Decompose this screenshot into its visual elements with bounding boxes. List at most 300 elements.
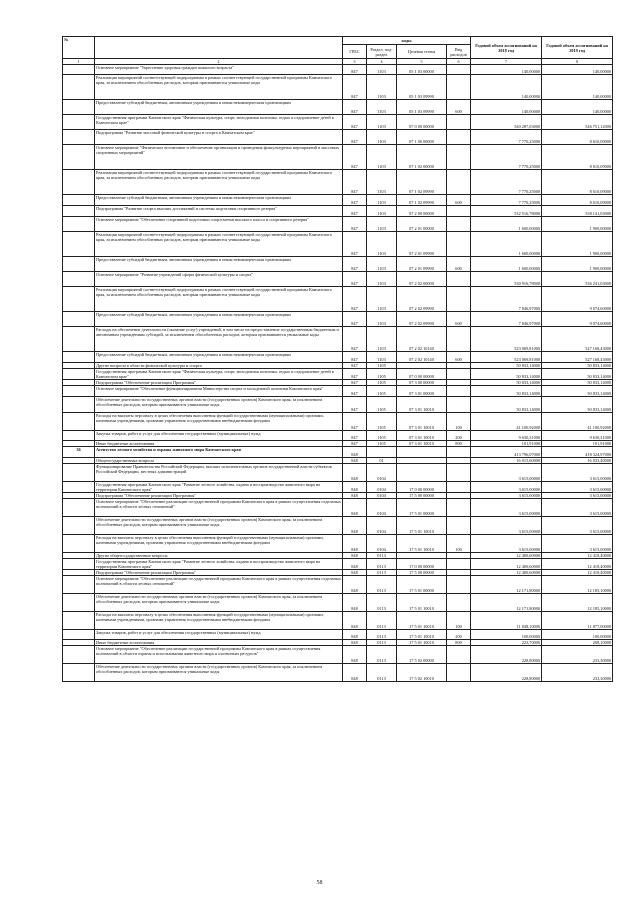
row-vid bbox=[447, 464, 471, 482]
row-razdel: 1103 bbox=[367, 217, 397, 232]
header-razdel: Раздел, под-раздел bbox=[367, 45, 397, 59]
row-sum-2019: 12 418,40000 bbox=[542, 570, 613, 576]
row-number bbox=[63, 499, 95, 517]
table-row bbox=[63, 369, 613, 380]
row-name: Предоставление субсидий бюджетным, автономным учреждениям и иным некоммерческим организациям bbox=[95, 100, 343, 115]
row-razdel: 1105 bbox=[367, 413, 397, 431]
row-grbs: 847 bbox=[343, 115, 367, 130]
row-sum-2018: 100,00000 bbox=[471, 630, 542, 640]
table-row bbox=[63, 100, 613, 115]
table-row bbox=[63, 431, 613, 441]
row-grbs: 847 bbox=[343, 431, 367, 441]
row-sum-2019: 233,30000 bbox=[542, 646, 613, 664]
row-sum-2018: 9 630,31000 bbox=[471, 431, 542, 441]
row-vid bbox=[447, 664, 471, 682]
row-target: 07 2 02 00000 bbox=[397, 272, 447, 287]
row-grbs: 847 bbox=[343, 380, 367, 386]
row-name: Основное мероприятие "Обеспечение реализации государственной программы Камчатского края в рамках осуществления полномочий в области охраны и использования животного мира и охотничьих ресурсов" bbox=[95, 646, 343, 664]
table-row bbox=[63, 594, 613, 612]
row-name: Предоставление субсидий бюджетным, автономным учреждениям и иным некоммерческим организациям bbox=[95, 195, 343, 206]
row-grbs: 847 bbox=[343, 217, 367, 232]
colnum-7: 7 bbox=[471, 59, 542, 65]
colnum-4: 4 bbox=[367, 59, 397, 65]
row-grbs: 847 bbox=[343, 369, 367, 380]
row-sum-2018: 7 770,25000 bbox=[471, 195, 542, 206]
row-sum-2018: 540 287,03000 bbox=[471, 115, 542, 130]
table-row bbox=[63, 517, 613, 535]
row-razdel: 0104 bbox=[367, 499, 397, 517]
row-vid bbox=[447, 115, 471, 130]
table-row bbox=[63, 257, 613, 272]
row-razdel: 0113 bbox=[367, 630, 397, 640]
row-grbs: 848 bbox=[343, 553, 367, 559]
row-sum-2019: 140,00000 bbox=[542, 75, 613, 100]
row-grbs: 847 bbox=[343, 363, 367, 369]
row-grbs: 847 bbox=[343, 195, 367, 206]
row-sum-2019: 41 100,92000 bbox=[542, 413, 613, 431]
row-number bbox=[63, 517, 95, 535]
row-target: 07 3 01 10010 bbox=[397, 431, 447, 441]
row-razdel: 1103 bbox=[367, 232, 397, 257]
row-sum-2019: 9 074,60000 bbox=[542, 312, 613, 327]
row-sum-2018: 3 615,00000 bbox=[471, 493, 542, 499]
row-sum-2019: 3 615,00000 bbox=[542, 464, 613, 482]
row-razdel: 0113 bbox=[367, 576, 397, 594]
table-row bbox=[63, 352, 613, 363]
row-name: Основное мероприятие "Обеспечение реализации государственной программы Камчатского края в рамках осуществления отдельных полномочий в области лесных отношений" bbox=[95, 576, 343, 594]
row-target: 07 0 00 00000 bbox=[397, 369, 447, 380]
table-row bbox=[63, 386, 613, 397]
row-razdel: 1105 bbox=[367, 369, 397, 380]
row-sum-2018: 3 615,00000 bbox=[471, 535, 542, 553]
row-name: Расходы на выплаты персоналу в целях обеспечения выполнения функций государственными (муниципальными) органами, казенными учреждениями, органами управления государственными внебюджетными фондами bbox=[95, 612, 343, 630]
row-name: Подпрограмма "Развитие спорта высших достижений и системы подготовки спортивного резерва" bbox=[95, 206, 343, 217]
row-vid: 600 bbox=[447, 100, 471, 115]
row-sum-2019: 536 241,03000 bbox=[542, 272, 613, 287]
row-name: Агентство лесного хозяйства и охраны животного мира Камчатского края bbox=[95, 447, 343, 458]
row-vid bbox=[447, 447, 471, 458]
row-target: 07 1 00 00000 bbox=[397, 130, 447, 145]
row-grbs: 848 bbox=[343, 646, 367, 664]
row-vid bbox=[447, 499, 471, 517]
row-razdel: 1103 bbox=[367, 65, 397, 75]
row-number bbox=[63, 612, 95, 630]
row-sum-2019: 12 185,10000 bbox=[542, 576, 613, 594]
row-vid bbox=[447, 217, 471, 232]
row-sum-2019: 101,91000 bbox=[542, 441, 613, 447]
row-razdel: 1103 bbox=[367, 130, 397, 145]
row-vid bbox=[447, 232, 471, 257]
row-sum-2019: 546 751,12000 bbox=[542, 115, 613, 130]
row-target: 07 3 01 10010 bbox=[397, 397, 447, 413]
row-razdel: 0104 bbox=[367, 517, 397, 535]
row-vid bbox=[447, 287, 471, 312]
row-sum-2019: 8 610,09000 bbox=[542, 145, 613, 170]
row-razdel bbox=[367, 447, 397, 458]
table-row bbox=[63, 612, 613, 630]
row-sum-2019: 208,10000 bbox=[542, 640, 613, 646]
row-sum-2018: 1 600,00000 bbox=[471, 232, 542, 257]
row-sum-2019: 50 833,14000 bbox=[542, 363, 613, 369]
row-vid: 100 bbox=[447, 413, 471, 431]
row-target bbox=[397, 447, 447, 458]
row-sum-2018: 140,00000 bbox=[471, 100, 542, 115]
row-sum-2018: 532 516,78000 bbox=[471, 206, 542, 217]
row-target: 17 5 00 00000 bbox=[397, 493, 447, 499]
row-razdel: 0113 bbox=[367, 664, 397, 682]
row-sum-2018: 228,80000 bbox=[471, 646, 542, 664]
row-target: 07 1 02 09990 bbox=[397, 195, 447, 206]
row-name: Обеспечение деятельности государственных органов власти (государственных органов) Камчатского края, за исключением обособленных расходов, которым присваиваются уникальные коды bbox=[95, 517, 343, 535]
table-row bbox=[63, 217, 613, 232]
row-number bbox=[63, 195, 95, 206]
row-sum-2018: 3 615,00000 bbox=[471, 482, 542, 493]
table-row bbox=[63, 464, 613, 482]
row-name: Закупка товаров, работ и услуг для обеспечения государственных (муниципальных) нужд bbox=[95, 630, 343, 640]
row-sum-2019: 12 418,40000 bbox=[542, 559, 613, 570]
row-target: 05 1 03 00000 bbox=[397, 65, 447, 75]
row-target: 07 2 02 10140 bbox=[397, 327, 447, 352]
row-sum-2018: 7 770,25000 bbox=[471, 130, 542, 145]
row-sum-2018: 41 100,92000 bbox=[471, 413, 542, 431]
row-target: 07 2 01 00000 bbox=[397, 217, 447, 232]
row-target: 07 1 02 00000 bbox=[397, 145, 447, 170]
row-grbs: 847 bbox=[343, 287, 367, 312]
row-number bbox=[63, 413, 95, 431]
row-razdel: 1103 bbox=[367, 352, 397, 363]
row-vid bbox=[447, 397, 471, 413]
row-sum-2019: 9 074,60000 bbox=[542, 287, 613, 312]
table-row bbox=[63, 145, 613, 170]
row-razdel: 0104 bbox=[367, 493, 397, 499]
table-row bbox=[63, 195, 613, 206]
row-sum-2018: 3 615,00000 bbox=[471, 517, 542, 535]
row-razdel: 1105 bbox=[367, 380, 397, 386]
row-number bbox=[63, 464, 95, 482]
row-sum-2019: 100,00000 bbox=[542, 630, 613, 640]
row-number: 36 bbox=[63, 447, 95, 458]
row-vid: 200 bbox=[447, 630, 471, 640]
row-sum-2019: 50 833,14000 bbox=[542, 397, 613, 413]
row-vid: 100 bbox=[447, 612, 471, 630]
row-name: Основное мероприятие "Развитие учреждений сферы физической культуры и спорта" bbox=[95, 272, 343, 287]
row-razdel: 0113 bbox=[367, 559, 397, 570]
row-sum-2018: 50 833,14000 bbox=[471, 380, 542, 386]
row-number bbox=[63, 130, 95, 145]
row-sum-2019: 16 033,40000 bbox=[542, 458, 613, 464]
row-razdel: 0113 bbox=[367, 553, 397, 559]
row-razdel: 1103 bbox=[367, 145, 397, 170]
row-name: Предоставление субсидий бюджетным, автономным учреждениям и иным некоммерческим организациям bbox=[95, 312, 343, 327]
row-vid: 800 bbox=[447, 640, 471, 646]
budget-table bbox=[62, 36, 613, 682]
row-grbs: 848 bbox=[343, 612, 367, 630]
row-target: 07 3 01 00000 bbox=[397, 386, 447, 397]
row-name: Подпрограмма "Обеспечение реализации Программы" bbox=[95, 380, 343, 386]
colnum-1: 1 bbox=[63, 59, 95, 65]
row-sum-2019: 140,00000 bbox=[542, 65, 613, 75]
row-vid bbox=[447, 327, 471, 352]
row-sum-2018: 7 770,25000 bbox=[471, 170, 542, 195]
row-sum-2018: 523 069,81000 bbox=[471, 352, 542, 363]
row-grbs: 847 bbox=[343, 130, 367, 145]
row-target: 17 5 01 00000 bbox=[397, 576, 447, 594]
row-vid bbox=[447, 369, 471, 380]
row-sum-2019: 1 900,00000 bbox=[542, 257, 613, 272]
row-vid bbox=[447, 206, 471, 217]
row-target: 07 3 01 10010 bbox=[397, 413, 447, 431]
row-sum-2018: 12 171,80000 bbox=[471, 576, 542, 594]
row-razdel: 1103 bbox=[367, 100, 397, 115]
row-grbs: 848 bbox=[343, 576, 367, 594]
row-grbs: 848 bbox=[343, 447, 367, 458]
row-sum-2018: 50 833,14000 bbox=[471, 363, 542, 369]
row-target bbox=[397, 464, 447, 482]
row-razdel: 0113 bbox=[367, 646, 397, 664]
row-target: 17 5 02 10010 bbox=[397, 664, 447, 682]
row-sum-2019: 3 615,00000 bbox=[542, 493, 613, 499]
row-grbs: 847 bbox=[343, 272, 367, 287]
row-number bbox=[63, 115, 95, 130]
row-target: 17 5 00 00000 bbox=[397, 570, 447, 576]
row-sum-2019: 8 610,09000 bbox=[542, 195, 613, 206]
row-target: 07 2 02 09990 bbox=[397, 312, 447, 327]
row-target: 17 0 00 00000 bbox=[397, 482, 447, 493]
colnum-3: 3 bbox=[343, 59, 367, 65]
row-sum-2018: 1 600,00000 bbox=[471, 257, 542, 272]
row-target: 07 2 02 10140 bbox=[397, 352, 447, 363]
row-number bbox=[63, 646, 95, 664]
header-sum-2018: Годовой объем ассигнований на 2018 год bbox=[471, 37, 542, 59]
row-vid bbox=[447, 482, 471, 493]
row-target: 07 2 01 09990 bbox=[397, 257, 447, 272]
row-target: 07 2 00 00000 bbox=[397, 206, 447, 217]
row-razdel: 1103 bbox=[367, 115, 397, 130]
row-razdel: 0104 bbox=[367, 482, 397, 493]
row-vid bbox=[447, 75, 471, 100]
row-razdel: 1103 bbox=[367, 75, 397, 100]
row-target: 07 3 00 00000 bbox=[397, 380, 447, 386]
row-sum-2019: 50 833,14000 bbox=[542, 386, 613, 397]
colnum-2: 2 bbox=[95, 59, 343, 65]
row-sum-2019: 3 615,00000 bbox=[542, 482, 613, 493]
row-grbs: 847 bbox=[343, 145, 367, 170]
row-razdel: 1105 bbox=[367, 363, 397, 369]
row-target: 17 5 01 00000 bbox=[397, 499, 447, 517]
row-sum-2019: 12 185,10000 bbox=[542, 594, 613, 612]
row-grbs: 847 bbox=[343, 397, 367, 413]
row-target: 07 0 00 00000 bbox=[397, 115, 447, 130]
row-name: Подпрограмма "Развитие массовой физической культуры и спорта в Камчатском крае" bbox=[95, 130, 343, 145]
row-number bbox=[63, 75, 95, 100]
row-razdel: 1105 bbox=[367, 397, 397, 413]
row-sum-2018: 50 833,14000 bbox=[471, 369, 542, 380]
budget-table-body bbox=[63, 65, 613, 682]
row-grbs: 848 bbox=[343, 640, 367, 646]
row-name: Расходы на выплаты персоналу в целях обеспечения выполнения функций государственными (муниципальными) органами, казенными учреждениями, органами управления государственными внебюджетными фондами bbox=[95, 413, 343, 431]
row-sum-2019: 9 630,31000 bbox=[542, 431, 613, 441]
row-vid bbox=[447, 594, 471, 612]
budget-table-sheet bbox=[62, 36, 612, 682]
row-name: Реализация мероприятий соответствующей подпрограммы в рамках соответствующей государственной программы Камчатского края, за исключением обособленных расходов, которым присваиваются уникальные коды bbox=[95, 75, 343, 100]
table-row bbox=[63, 312, 613, 327]
row-grbs: 848 bbox=[343, 499, 367, 517]
row-grbs: 847 bbox=[343, 386, 367, 397]
row-grbs: 847 bbox=[343, 327, 367, 352]
table-row bbox=[63, 232, 613, 257]
row-vid bbox=[447, 145, 471, 170]
row-number bbox=[63, 352, 95, 363]
table-row bbox=[63, 397, 613, 413]
header-grbs: ГРБС bbox=[343, 45, 367, 59]
row-razdel: 1105 bbox=[367, 386, 397, 397]
row-sum-2018: 140,00000 bbox=[471, 75, 542, 100]
row-target: 17 0 00 00000 bbox=[397, 559, 447, 570]
row-grbs: 847 bbox=[343, 206, 367, 217]
table-row bbox=[63, 170, 613, 195]
row-sum-2018: 11 848,10000 bbox=[471, 612, 542, 630]
header-codes: коды bbox=[343, 37, 471, 45]
row-number bbox=[63, 594, 95, 612]
row-vid bbox=[447, 272, 471, 287]
table-row bbox=[63, 646, 613, 664]
row-razdel: 1103 bbox=[367, 327, 397, 352]
row-sum-2019: 418 324,97000 bbox=[542, 447, 613, 458]
row-target: 07 3 01 10010 bbox=[397, 441, 447, 447]
table-row bbox=[63, 664, 613, 682]
row-target: 17 5 01 10010 bbox=[397, 517, 447, 535]
row-sum-2019: 140,00000 bbox=[542, 100, 613, 115]
row-name: Реализация мероприятий соответствующей подпрограммы в рамках соответствующей государственной программы Камчатского края, за исключением обособленных расходов, которым присваиваются уникальные коды bbox=[95, 232, 343, 257]
row-target: 17 5 01 10010 bbox=[397, 535, 447, 553]
row-number bbox=[63, 170, 95, 195]
row-razdel: 0113 bbox=[367, 612, 397, 630]
row-sum-2019: 527 168,43000 bbox=[542, 327, 613, 352]
table-row bbox=[63, 65, 613, 75]
row-sum-2018: 12 400,60000 bbox=[471, 570, 542, 576]
row-vid: 100 bbox=[447, 535, 471, 553]
row-grbs: 847 bbox=[343, 257, 367, 272]
table-row bbox=[63, 272, 613, 287]
row-name: Расходы на обеспечение деятельности (оказание услуг) учреждений, в том числе на предоставление государственным бюджетным и автономным учреждениям субсидий, за исключением обособленных расходов, которым присваиваются уникальные коды bbox=[95, 327, 343, 352]
row-target: 17 5 01 10010 bbox=[397, 640, 447, 646]
row-razdel: 0113 bbox=[367, 570, 397, 576]
row-sum-2018: 12 400,60000 bbox=[471, 559, 542, 570]
row-target: 07 2 01 09990 bbox=[397, 232, 447, 257]
row-name: Основное мероприятие "Укрепление здоровья граждан пожилого возраста" bbox=[95, 65, 343, 75]
table-row bbox=[63, 130, 613, 145]
row-razdel: 1103 bbox=[367, 312, 397, 327]
row-sum-2018: 223,70000 bbox=[471, 640, 542, 646]
row-sum-2019: 233,30000 bbox=[542, 664, 613, 682]
row-number bbox=[63, 535, 95, 553]
row-razdel: 1103 bbox=[367, 272, 397, 287]
row-grbs: 847 bbox=[343, 352, 367, 363]
table-row bbox=[63, 206, 613, 217]
row-number bbox=[63, 312, 95, 327]
row-number bbox=[63, 386, 95, 397]
table-row bbox=[63, 287, 613, 312]
row-number bbox=[63, 369, 95, 380]
row-sum-2018: 1 600,00000 bbox=[471, 217, 542, 232]
row-razdel: 1105 bbox=[367, 431, 397, 441]
row-name: Основное мероприятие "Обеспечение реализации государственной программы Камчатского края в рамках осуществления отдельных полномочий в области лесных отношений" bbox=[95, 499, 343, 517]
row-sum-2019: 8 610,09000 bbox=[542, 130, 613, 145]
header-vid: Вид расходов bbox=[447, 45, 471, 59]
row-number bbox=[63, 232, 95, 257]
row-name: Государственная программа Камчатского края "Физическая культура, спорт, молодежная политика, отдых и оздоровление детей в Камчатском крае" bbox=[95, 369, 343, 380]
row-vid bbox=[447, 576, 471, 594]
row-name: Другие вопросы в области физической культуры и спорта bbox=[95, 363, 343, 369]
table-row bbox=[63, 499, 613, 517]
row-number bbox=[63, 576, 95, 594]
row-vid: 800 bbox=[447, 441, 471, 447]
row-sum-2018: 7 770,25000 bbox=[471, 145, 542, 170]
row-razdel: 0104 bbox=[367, 535, 397, 553]
colnum-5: 5 bbox=[397, 59, 447, 65]
row-name: Предоставление субсидий бюджетным, автономным учреждениям и иным некоммерческим организациям bbox=[95, 257, 343, 272]
row-sum-2018: 530 916,78000 bbox=[471, 272, 542, 287]
row-number bbox=[63, 272, 95, 287]
row-name: Расходы на выплаты персоналу в целях обеспечения выполнения функций государственными (муниципальными) органами, казенными учреждениями, органами управления государственными внебюджетными фондами bbox=[95, 535, 343, 553]
table-row bbox=[63, 75, 613, 100]
row-grbs: 847 bbox=[343, 413, 367, 431]
row-name: Обеспечение деятельности государственных органов власти (государственных органов) Камчатского края, за исключением обособленных расходов, которым присваиваются уникальные коды bbox=[95, 397, 343, 413]
row-name: Обеспечение деятельности государственных органов власти (государственных органов) Камчатского края, за исключением обособленных расходов, которым присваиваются уникальные коды bbox=[95, 664, 343, 682]
row-sum-2018: 7 846,97000 bbox=[471, 287, 542, 312]
row-sum-2019: 3 615,00000 bbox=[542, 517, 613, 535]
row-target: 05 1 03 09990 bbox=[397, 100, 447, 115]
row-name: Реализация мероприятий соответствующей подпрограммы в рамках соответствующей государственной программы Камчатского края, за исключением обособленных расходов, которым присваиваются уникальные коды bbox=[95, 287, 343, 312]
header-name bbox=[95, 37, 343, 59]
row-number bbox=[63, 257, 95, 272]
row-sum-2018: 101,91000 bbox=[471, 441, 542, 447]
row-target: 17 5 01 10010 bbox=[397, 612, 447, 630]
row-target: 17 5 02 00000 bbox=[397, 646, 447, 664]
row-sum-2019: 1 900,00000 bbox=[542, 232, 613, 257]
row-sum-2018: 523 069,81000 bbox=[471, 327, 542, 352]
page-number: 58 bbox=[316, 880, 323, 886]
row-grbs: 847 bbox=[343, 441, 367, 447]
row-grbs: 848 bbox=[343, 535, 367, 553]
row-name: Подпрограмма "Обеспечение реализации Программы" bbox=[95, 570, 343, 576]
row-sum-2019: 538 141,03000 bbox=[542, 206, 613, 217]
row-razdel: 0113 bbox=[367, 594, 397, 612]
table-row bbox=[63, 559, 613, 570]
row-sum-2018: 3 615,00000 bbox=[471, 499, 542, 517]
row-grbs: 848 bbox=[343, 594, 367, 612]
row-sum-2018: 413 796,07000 bbox=[471, 447, 542, 458]
row-vid: 600 bbox=[447, 312, 471, 327]
row-number bbox=[63, 65, 95, 75]
row-razdel: 1103 bbox=[367, 195, 397, 206]
header-no: № bbox=[63, 37, 95, 59]
row-sum-2019: 8 610,09000 bbox=[542, 170, 613, 195]
row-target: 05 1 03 09990 bbox=[397, 75, 447, 100]
row-grbs: 848 bbox=[343, 482, 367, 493]
row-name: Подпрограмма "Обеспечение реализации Программы" bbox=[95, 493, 343, 499]
row-name: Иные бюджетные ассигнования bbox=[95, 640, 343, 646]
row-sum-2018: 12 171,80000 bbox=[471, 594, 542, 612]
row-sum-2018: 50 833,14000 bbox=[471, 397, 542, 413]
row-grbs: 847 bbox=[343, 100, 367, 115]
row-grbs: 848 bbox=[343, 559, 367, 570]
row-grbs: 848 bbox=[343, 570, 367, 576]
row-name: Реализация мероприятий соответствующей подпрограммы в рамках соответствующей государственной программы Камчатского края, за исключением обособленных расходов, которым присваиваются уникальные коды bbox=[95, 170, 343, 195]
row-sum-2019: 3 615,00000 bbox=[542, 535, 613, 553]
row-razdel: 1103 bbox=[367, 206, 397, 217]
row-sum-2018: 140,00000 bbox=[471, 65, 542, 75]
